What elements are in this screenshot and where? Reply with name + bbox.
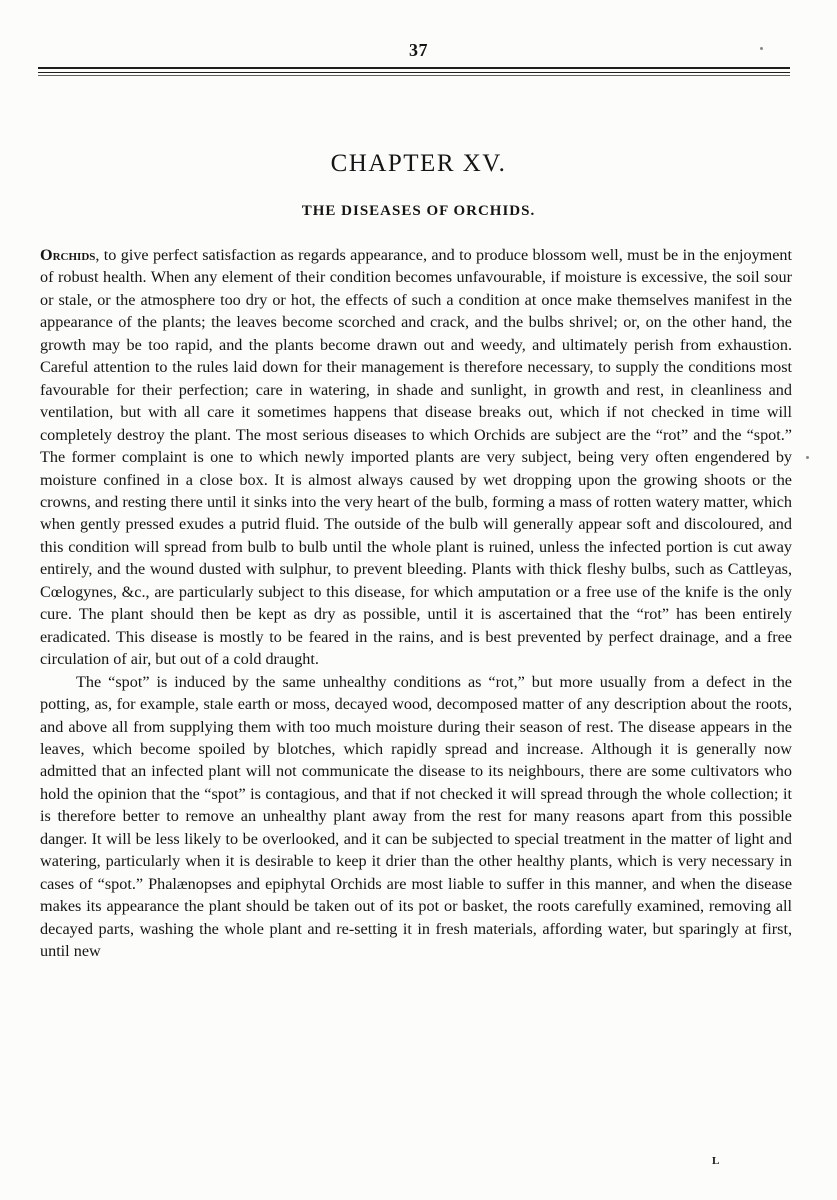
paragraph bbox=[40, 244, 792, 671]
paragraph-text: , to give perfect satisfaction as regards appearance, and to produce blossom well, must be in the enjoyment of robust health. When any element of their condition becomes unfavourable, if moisture is excessive, the soil sour or stale, or the atmosphere too dry or hot, the effects of such a condition at once make themselves manifest in the appearance of the plants; the leaves become scorched and crack, and the bulbs shrivel; or, on the other hand, the growth may be too rapid, and the plants become drawn out and weedy, and ultimately perish from exhaustion. Careful attention to the rules laid down for their management is therefore necessary, to supply the conditions most favourable for their perfection; care in watering, in shade and sunlight, in growth and rest, in cleanliness and ventilation, but with all care it sometimes happens that disease breaks out, which if not checked in time will completely destroy the plant. The most serious diseases to which Orchids are subject are the “rot” and the “spot.” The former complaint is one to which newly imported plants are very subject, being very often engendered by moisture confined in a close box. It is almost always caused by wet dropping upon the growing shoots or the crowns, and resting there until it sinks into the very heart of the bulb, forming a mass of rotten watery matter, which when gently pressed exudes a putrid fluid. The outside of the bulb will generally appear soft and discoloured, and this condition will spread from bulb to bulb until the whole plant is ruined, unless the infected portion is cut away entirely, and the wound dusted with sulphur, to prevent bleeding. Plants with thick fleshy bulbs, such as Cattleyas, Cœlogynes, &c., are particularly subject to this disease, for which amputation or a free use of the knife is the only cure. The plant should then be kept as dry as possible, until it is ascertained that the “rot” has been entirely eradicated. This disease is mostly to be feared in the rains, and is best prevented by perfect drainage, and a free circulation of air, but out of a cold draught. bbox=[40, 246, 792, 669]
header-rule bbox=[38, 67, 790, 69]
speck-mark bbox=[806, 456, 809, 459]
body-text bbox=[40, 244, 792, 963]
lead-word: Orchids bbox=[40, 246, 96, 264]
header-rule-tertiary bbox=[38, 75, 790, 76]
header-rule-secondary bbox=[38, 72, 790, 73]
speck-mark bbox=[760, 47, 763, 50]
paragraph: The “spot” is induced by the same unhealthy conditions as “rot,” but more usually from a defect in the potting, as, for example, stale earth or moss, decayed wood, decomposed matter of any description about the roots, and above all from supplying them with too much moisture during their season of rest. The disease appears in the leaves, which become spoiled by blotches, which rapidly spread and increase. Although it is generally now admitted that an infected plant will not communicate the disease to its neighbours, there are some cultivators who hold the opinion that the “spot” is contagious, and that if not checked it will spread through the whole collection; it is therefore better to remove an unhealthy plant away from the rest for many reasons apart from this possible danger. It will be less likely to be overlooked, and it can be subjected to special treatment in the matter of light and watering, particularly when it is desirable to keep it drier than the other healthy plants, which is very necessary in cases of “spot.” Phalænopses and epiphytal Orchids are most liable to suffer in this manner, and when the disease makes its appearance the plant should be taken out of its pot or basket, the roots carefully examined, removing all decayed parts, washing the whole plant and re-setting it in fresh materials, affording water, but sparingly at first, until new bbox=[40, 672, 792, 961]
section-title: THE DISEASES OF ORCHIDS. bbox=[301, 203, 536, 219]
chapter-title: CHAPTER XV. bbox=[330, 150, 507, 177]
page-number: 37 bbox=[409, 40, 428, 60]
signature-mark: L bbox=[712, 1155, 720, 1167]
